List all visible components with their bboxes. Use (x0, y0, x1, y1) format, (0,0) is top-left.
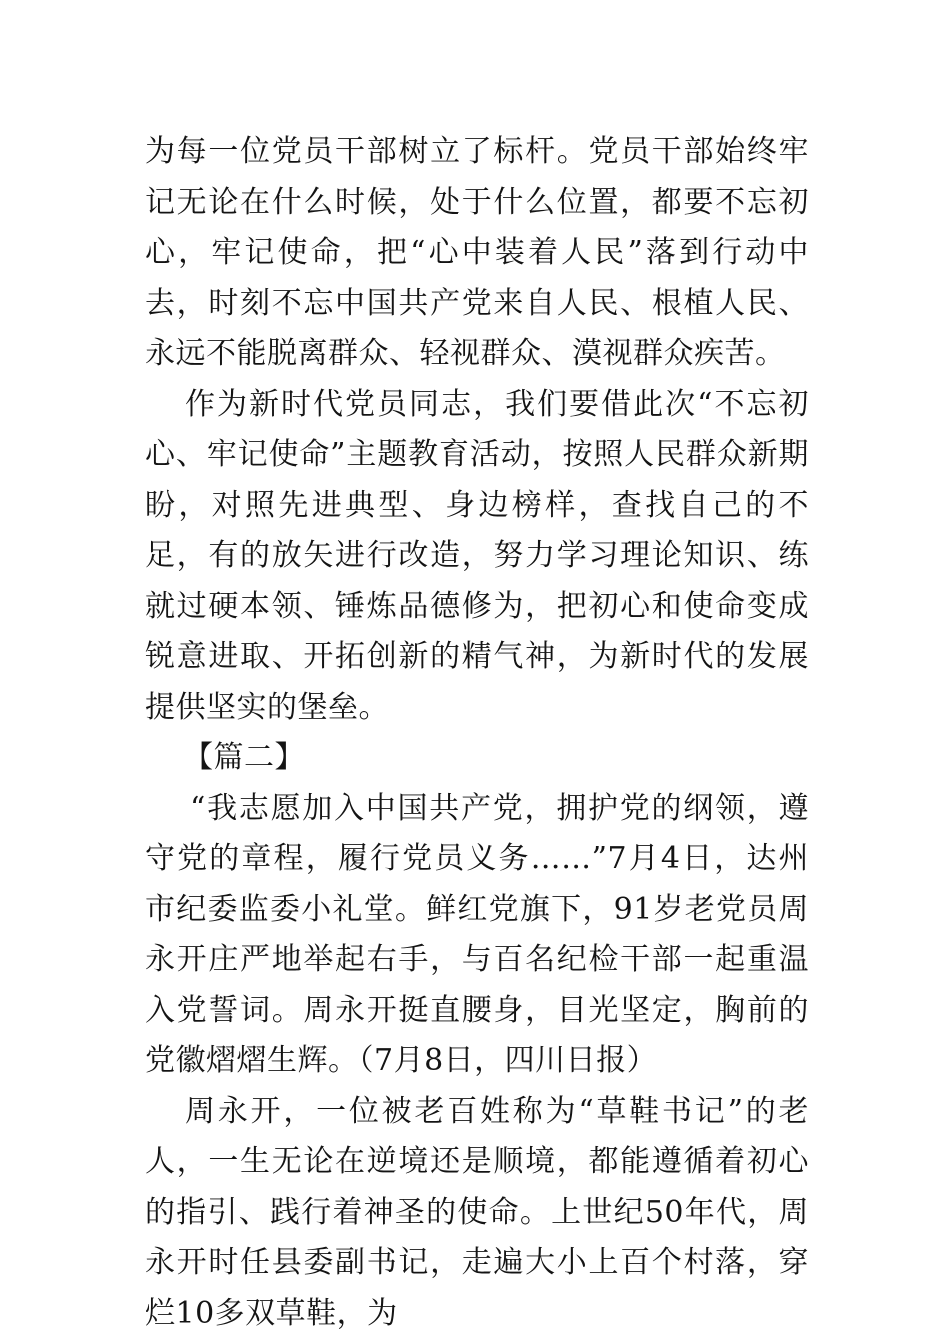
paragraph-oath: “我志愿加入中国共产党，拥护党的纲领，遵守党的章程，履行党员义务……”7月4日，达州市纪委监委小礼堂。鲜红党旗下，91岁老党员周永开庄严地举起右手，与百名纪检干部一起重温入党誓词。周永开挺直腰身，目光坚定，胸前的党徽熠熠生辉。（7月8日，四川日报） (145, 790, 809, 1078)
document-body (145, 127, 809, 1339)
paragraph-new-era: 作为新时代党员同志，我们要借此次“不忘初心、牢记使命”主题教育活动，按照人民群众新期盼，对照先进典型、身边榜样，查找自己的不足，有的放矢进行改造，努力学习理论知识、练就过硬本领、锤炼品德修为，把初心和使命变成锐意进取、开拓创新的精气神，为新时代的发展提供坚实的堡垒。 (145, 386, 809, 725)
paragraph-continued: 为每一位党员干部树立了标杆。党员干部始终牢记无论在什么时候，处于什么位置，都要不忘初心，牢记使命，把“心中装着人民”落到行动中去，时刻不忘中国共产党来自人民、根植人民、永远不能脱离群众、轻视群众、漠视群众疾苦。 (145, 134, 809, 371)
paragraph-zhou-yongkai: 周永开，一位被老百姓称为“草鞋书记”的老人，一生无论在逆境还是顺境，都能遵循着初心的指引、践行着神圣的使命。上世纪50年代，周永开时任县委副书记，走遍大小上百个村落，穿烂10多双草鞋，为 (145, 1093, 809, 1331)
section-heading: 【篇二】 (183, 740, 305, 775)
